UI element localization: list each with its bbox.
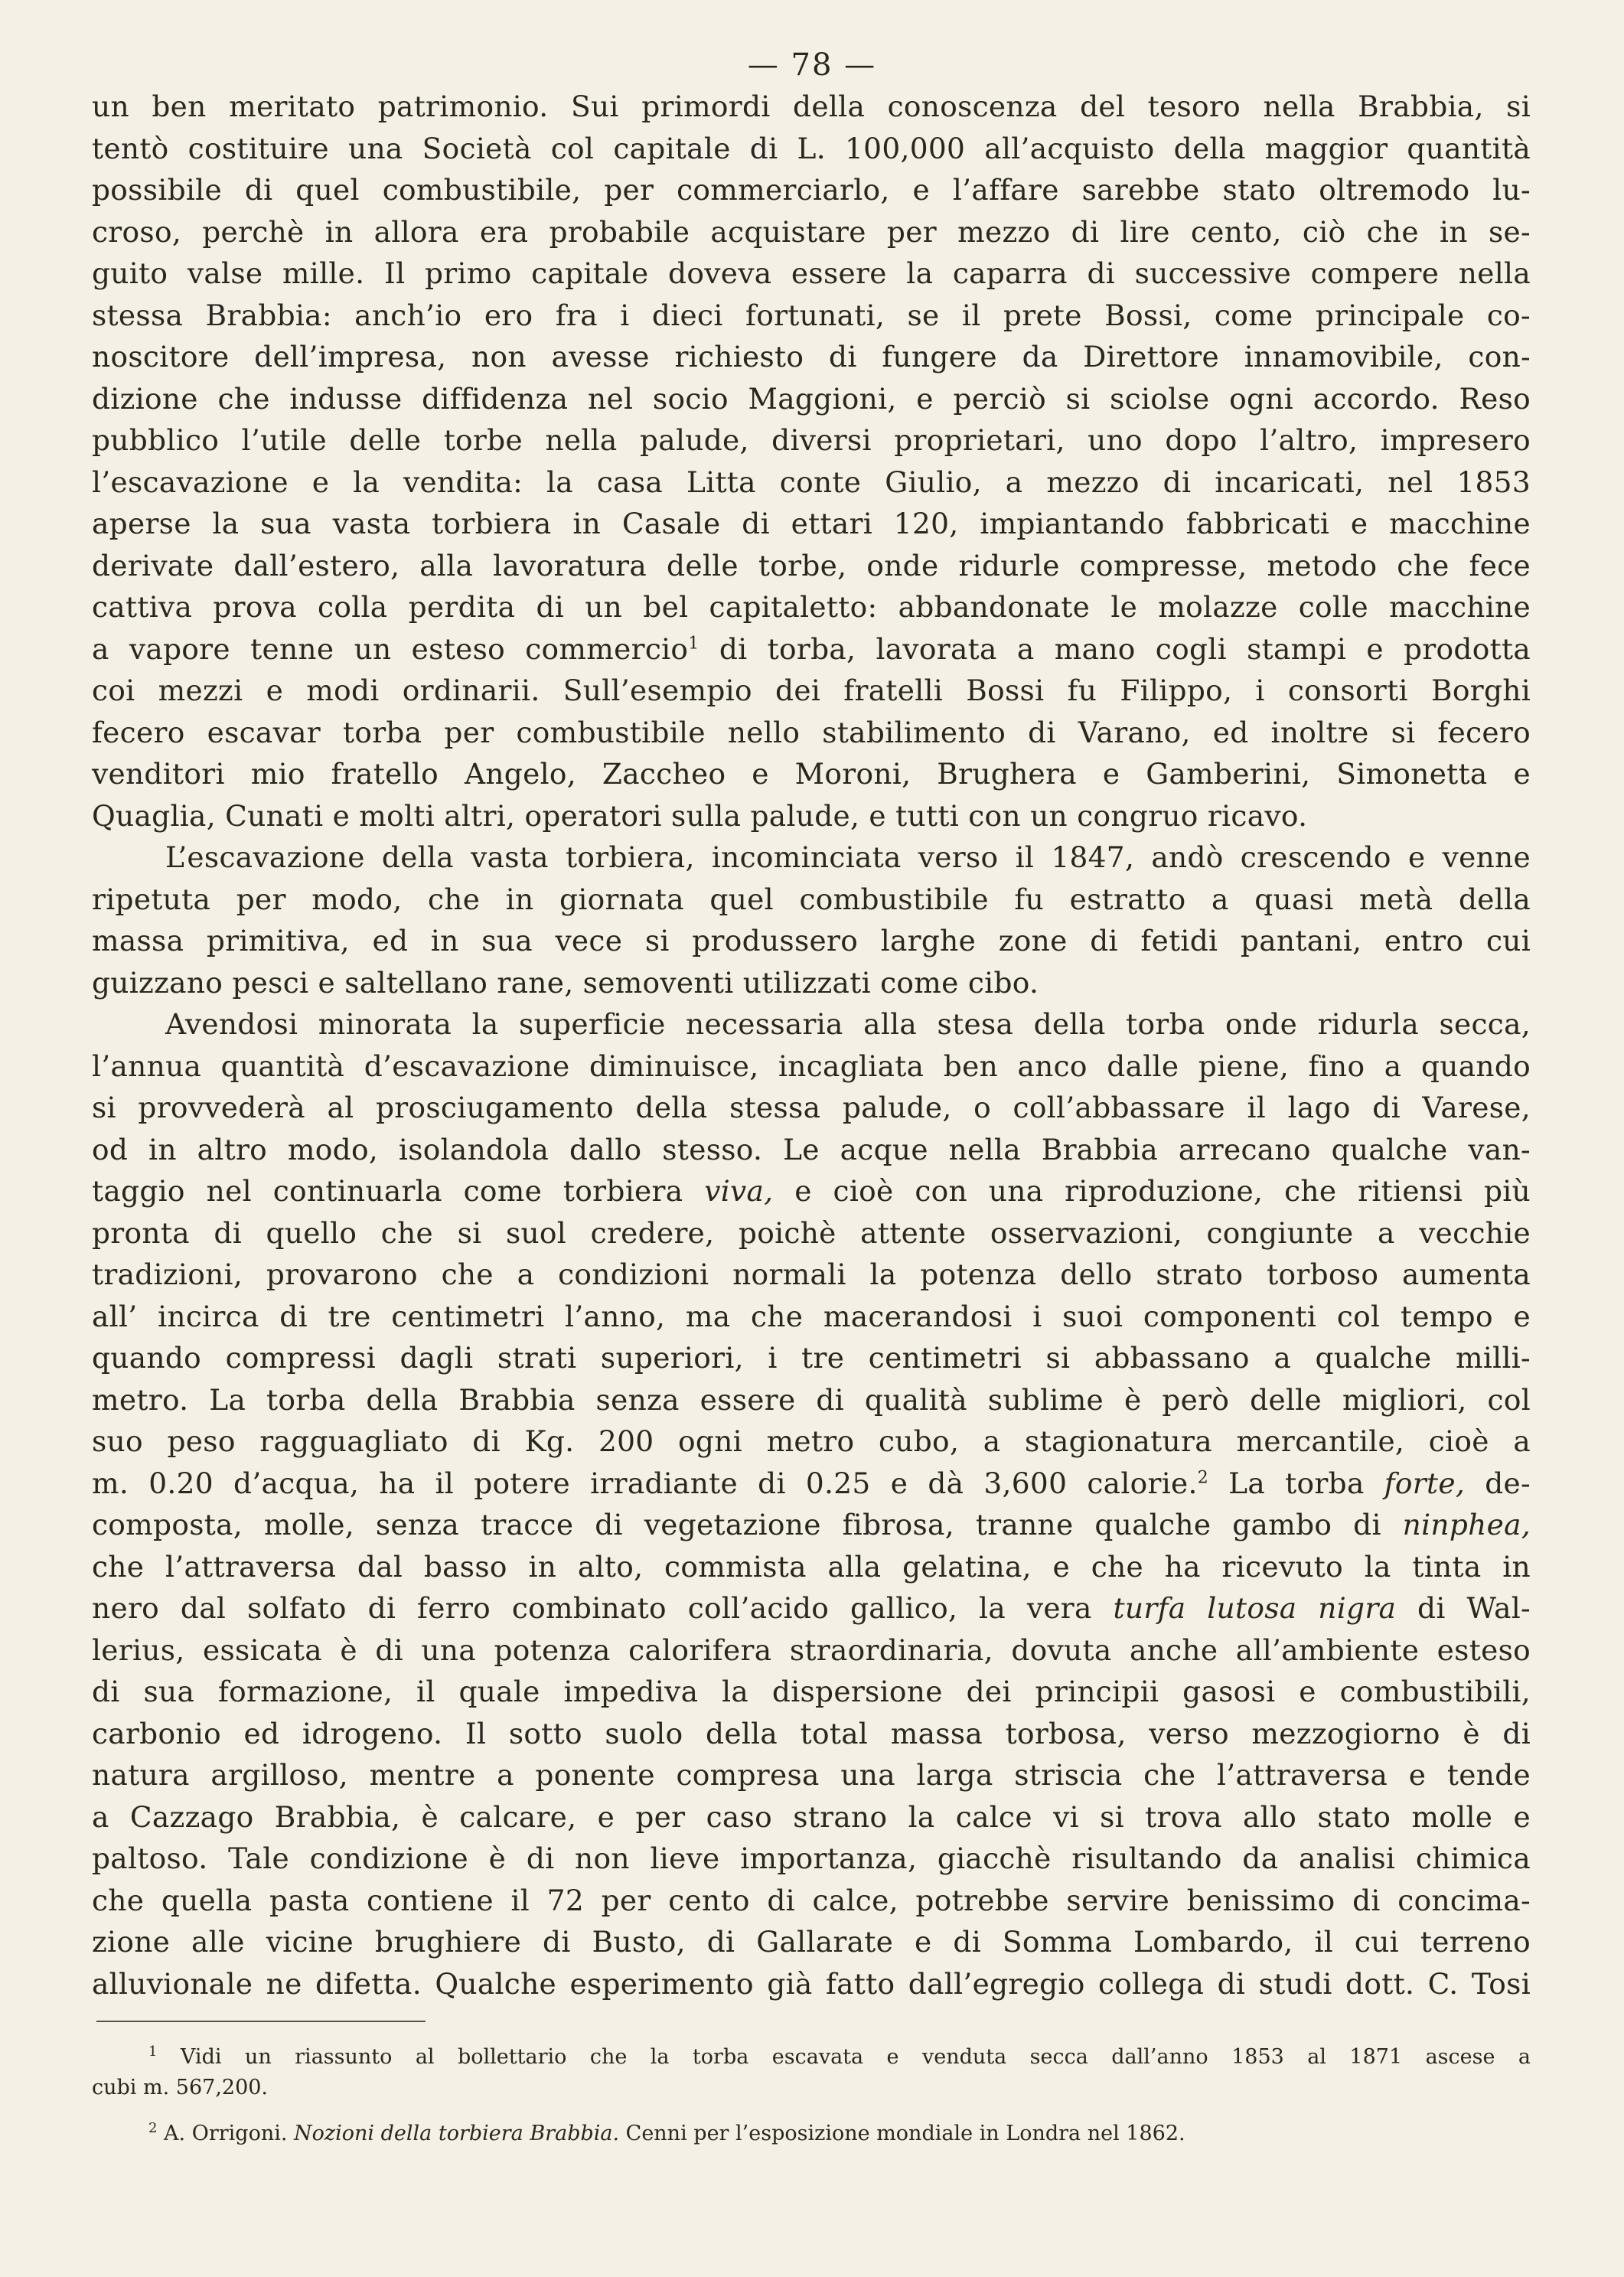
text-line: l’annua quantità d’escavazione diminuisce, incagliata ben anco dalle piene, fino a quando (92, 1049, 1531, 1083)
footnote-text: A. Orrigoni. (164, 2122, 295, 2145)
text-line (92, 628, 1531, 670)
footnote-text: Cenni per l’esposizione mondiale in Londra nel 1862. (619, 2122, 1185, 2145)
text-line: od in altro modo, isolandola dallo stesso. Le acque nella Brabbia arrecano qualche van- (92, 1132, 1531, 1166)
italic-term: forte, (1384, 1466, 1466, 1500)
text-line: venditori mio fratello Angelo, Zaccheo e Moroni, Brughera e Gamberini, Simonetta e (92, 757, 1531, 791)
footnote-1-continued: cubi m. 567,200. (92, 2076, 269, 2099)
text-line: guito valse mille. Il primo capitale doveva essere la caparra di successive compere nella (92, 256, 1531, 290)
text-line: fecero escavar torba per combustibile nello stabilimento di Varano, ed inoltre si fecero (92, 715, 1531, 749)
text-line: possibile di quel combustibile, per commerciarlo, e l’affare sarebbe stato oltremodo lu- (92, 173, 1531, 207)
text-line: croso, perchè in allora era probabile acquistare per mezzo di lire cento, ciò che in se- (92, 214, 1531, 249)
text-line: di sua formazione, il quale impediva la dispersione dei principii gasosi e combustibili, (92, 1675, 1531, 1708)
text-line: paltoso. Tale condizione è di non lieve importanza, giacchè risultando da analisi chimica (92, 1841, 1531, 1875)
text-line: metro. La torba della Brabbia senza essere di qualità sublime è però delle migliori, col (92, 1382, 1531, 1417)
text-segment: nero dal solfato di ferro combinato coll’acido gallico, la vera (92, 1591, 1114, 1625)
text-line: si provvederà al prosciugamento della stessa palude, o coll’abbassare il lago di Varese, (92, 1091, 1531, 1124)
text-line: stessa Brabbia: anch’io ero fra i dieci fortunati, se il prete Bossi, come principale co- (92, 298, 1531, 332)
italic-term: ninphea, (1402, 1508, 1531, 1541)
footnote-ref[interactable]: 2 (1197, 1468, 1209, 1487)
text-line (92, 1587, 1531, 1629)
footnote-1 (92, 2042, 1531, 2073)
text-line: Avendosi minorata la superficie necessaria alla stesa della torba onde ridurla secca, (165, 1007, 1531, 1041)
text-line: lerius, essicata è di una potenza calorifera straordinaria, dovuta anche all’ambiente esteso (92, 1633, 1531, 1667)
text-line: guizzano pesci e saltellano rane, semoventi utilizzati come cibo. (92, 965, 1039, 1000)
text-line: aperse la sua vasta torbiera in Casale di ettari 120, impiantando fabbricati e macchine (92, 507, 1531, 540)
text-line: che quella pasta contiene il 72 per cento di calce, potrebbe servire benissimo di concima- (92, 1883, 1531, 1917)
text-line: pubblico l’utile delle torbe nella palude, diversi proprietari, uno dopo l’altro, impresero (92, 423, 1531, 457)
text-line: Quaglia, Cunati e molti altri, operatori sulla palude, e tutti con un congruo ricavo. (92, 798, 1308, 833)
text-line: l’escavazione e la vendita: la casa Litta conte Giulio, a mezzo di incaricati, nel 1853 (92, 465, 1531, 499)
text-line: dizione che indusse diffidenza nel socio Maggioni, e perciò si sciolse ogni accordo. Reso (92, 381, 1531, 416)
text-segment: composta, molle, senza tracce di vegetazione fibrosa, tranne qualche gambo di (92, 1508, 1403, 1541)
footnote-2 (92, 2119, 1531, 2149)
text-line: carbonio ed idrogeno. Il sotto suolo della total massa torbosa, verso mezzogiorno è di (92, 1716, 1531, 1750)
text-line: zione alle vicine brughiere di Busto, di Gallarate e di Somma Lombardo, il cui terreno (92, 1925, 1531, 1959)
text-segment: di Wal- (1396, 1591, 1531, 1625)
text-line: tradizioni, provarono che a condizioni normali la potenza dello strato torboso aumenta (92, 1258, 1531, 1291)
page-number: — 78 — (747, 47, 877, 83)
text-line: suo peso ragguagliato di Kg. 200 ogni metro cubo, a stagionatura mercantile, cioè a (92, 1424, 1531, 1458)
footnote-divider (96, 2021, 426, 2022)
text-line: a Cazzago Brabbia, è calcare, e per caso strano la calce vi si trova allo stato molle e (92, 1799, 1531, 1834)
text-line: pronta di quello che si suol credere, poichè attente osservazioni, congiunte a vecchie (92, 1215, 1531, 1250)
text-line: all’ incirca di tre centimetri l’anno, ma che macerandosi i suoi componenti col tempo e (92, 1299, 1531, 1333)
footnote-mark: 2 (148, 2120, 158, 2136)
body-text (92, 86, 1531, 2005)
text-segment: e cioè con una riproduzione, che ritiensi più (773, 1174, 1531, 1208)
text-line: noscitore dell’impresa, non avesse richiesto di fungere da Direttore innamovibile, con- (92, 340, 1531, 374)
text-line: natura argilloso, mentre a ponente compresa una larga striscia che l’attraversa e tende (92, 1758, 1531, 1792)
text-line: alluvionale ne difetta. Qualche esperimento già fatto dall’egregio collega di studi dott. C. Tosi (92, 1966, 1531, 2001)
footnote-mark: 1 (148, 2044, 158, 2060)
text-segment: a vapore tenne un esteso commercio (92, 631, 689, 666)
italic-term: viva, (704, 1174, 774, 1208)
text-segment: m. 0.20 d’acqua, ha il potere irradiante di 0.25 e dà 3,600 calorie. (92, 1466, 1198, 1500)
text-line: che l’attraversa dal basso in alto, commista alla gelatina, e che ha ricevuto la tinta in (92, 1549, 1531, 1584)
footnote-text: Vidi un riassunto al bollettario che la torba escavata e venduta secca dall’anno 1853 al 1871 ascese a (180, 2045, 1531, 2069)
text-line (92, 1504, 1531, 1546)
footnotes (92, 2042, 1531, 2149)
footnote-ref[interactable]: 1 (688, 634, 699, 653)
text-line: massa primitiva, ed in sua vece si produssero larghe zone di fetidi pantani, entro cui (92, 924, 1531, 957)
text-line: cattiva prova colla perdita di un bel capitaletto: abbandonate le molazze colle macchine (92, 590, 1531, 624)
text-line: un ben meritato patrimonio. Sui primordi della conoscenza del tesoro nella Brabbia, si (92, 90, 1531, 123)
text-line: derivate dall’estero, alla lavoratura delle torbe, onde ridurle compresse, metodo che fece (92, 548, 1531, 582)
italic-term: turfa lutosa nigra (1113, 1591, 1397, 1625)
text-segment: La torba (1208, 1466, 1384, 1500)
text-segment: de- (1465, 1466, 1531, 1500)
text-line (92, 1463, 1531, 1505)
text-line: quando compressi dagli strati superiori, i tre centimetri si abbassano a qualche milli- (92, 1341, 1531, 1375)
text-line: coi mezzi e modi ordinarii. Sull’esempio dei fratelli Bossi fu Filippo, i consorti Borghi (92, 674, 1531, 707)
text-line: tentò costituire una Società col capitale di L. 100,000 all’acquisto della maggior quantità (92, 131, 1531, 165)
text-segment: taggio nel continuarla come torbiera (92, 1174, 705, 1208)
text-line (92, 1170, 1531, 1212)
footnote-title: Nozioni della torbiera Brabbia. (294, 2122, 620, 2145)
text-line: ripetuta per modo, che in giornata quel combustibile fu estratto a quasi metà della (92, 882, 1531, 916)
text-line: L’escavazione della vasta torbiera, incominciata verso il 1847, andò crescendo e venne (165, 840, 1531, 874)
text-segment: di torba, lavorata a mano cogli stampi e prodotta (699, 631, 1531, 666)
